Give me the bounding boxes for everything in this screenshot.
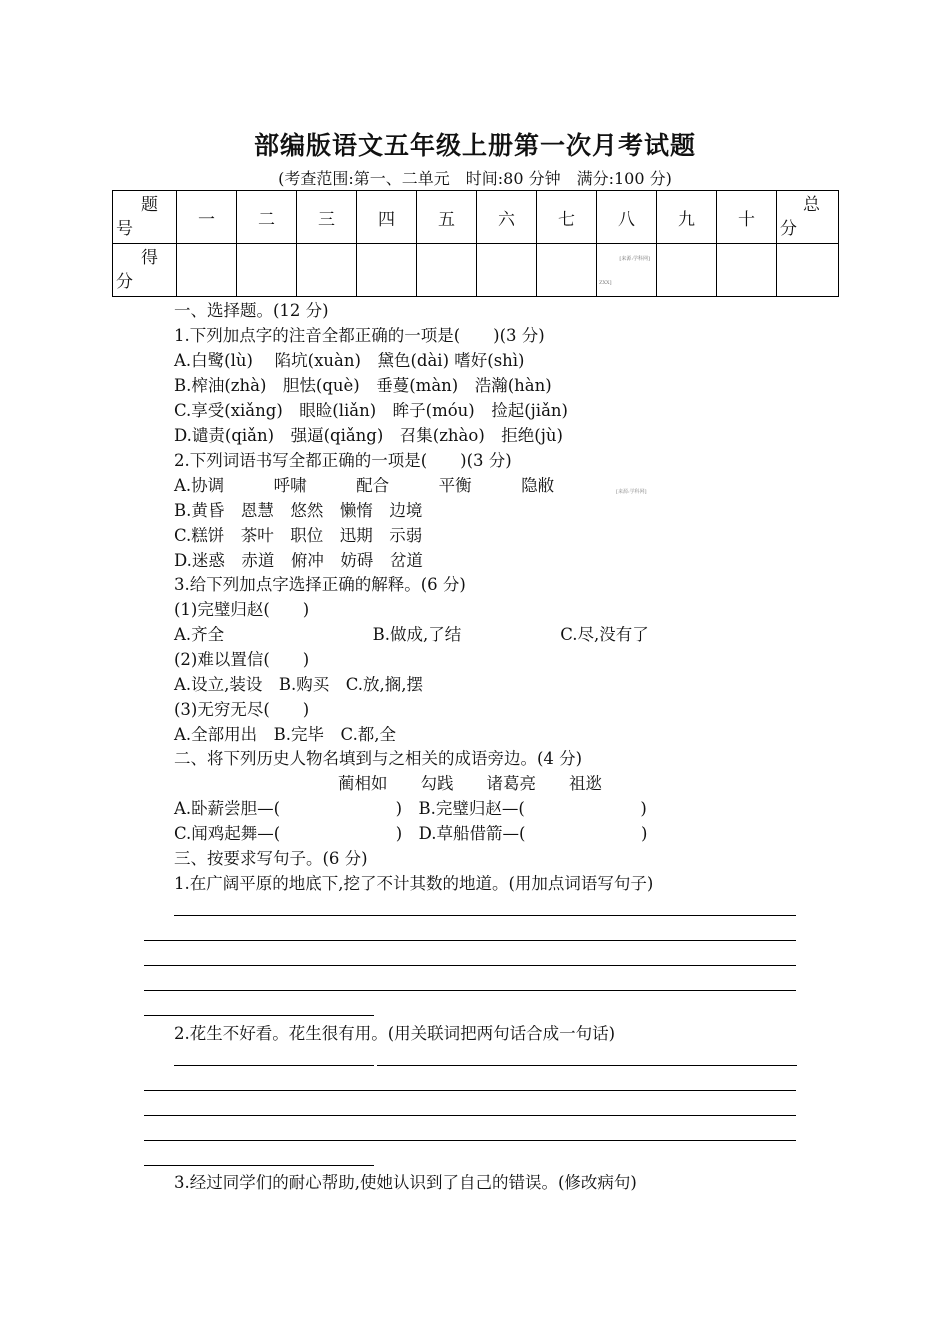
score-cell[interactable] bbox=[717, 244, 777, 297]
question-text: 2.下列词语书写全都正确的一项是( )(3 分) bbox=[174, 451, 512, 470]
source-mark: [来源:学科网] bbox=[619, 255, 650, 262]
question-text: 1.下列加点字的注音全都正确的一项是( )(3 分) bbox=[174, 326, 545, 345]
question-text: 3.给下列加点字选择正确的解释。(6 分) bbox=[174, 575, 466, 594]
answer-line[interactable] bbox=[144, 1140, 796, 1141]
section-heading: 三、按要求写句子。(6 分) bbox=[174, 849, 368, 868]
answer-line[interactable] bbox=[174, 1065, 374, 1066]
answer-line[interactable] bbox=[144, 1090, 796, 1091]
answer-line[interactable] bbox=[377, 1065, 797, 1066]
score-table-score-row bbox=[113, 244, 839, 297]
score-cell-label: 得 分 bbox=[113, 244, 177, 297]
option-text: A.全部用出 B.完毕 C.都,全 bbox=[174, 725, 397, 744]
fill-in-row: A.卧薪尝胆—( ) B.完璧归赵—( ) bbox=[174, 799, 647, 818]
source-mark: [来源:学科网] bbox=[616, 489, 647, 495]
score-cell[interactable] bbox=[477, 244, 537, 297]
option-text: B.榨油(zhà) 胆怯(què) 垂蔓(màn) 浩瀚(hàn) bbox=[174, 376, 552, 395]
option-text: D.迷惑 赤道 俯冲 妨碍 岔道 bbox=[174, 551, 423, 570]
score-cell[interactable] bbox=[537, 244, 597, 297]
header-cell: 六 bbox=[477, 191, 537, 244]
name-bank: 蔺相如 勾践 诸葛亮 祖逖 bbox=[338, 774, 602, 793]
fill-in-row: C.闻鸡起舞—( ) D.草船借箭—( ) bbox=[174, 824, 648, 843]
section-heading: 一、选择题。(12 分) bbox=[174, 301, 329, 320]
section-heading: 二、将下列历史人物名填到与之相关的成语旁边。(4 分) bbox=[174, 749, 583, 768]
score-cell[interactable] bbox=[297, 244, 357, 297]
answer-line[interactable] bbox=[144, 965, 796, 966]
option-text: C.享受(xiǎng) 眼睑(liǎn) 眸子(móu) 捡起(jiǎn) bbox=[174, 401, 568, 420]
score-cell[interactable] bbox=[777, 244, 839, 297]
header-cell: 五 bbox=[417, 191, 477, 244]
header-cell-label: 题 号 bbox=[113, 191, 177, 244]
score-cell[interactable] bbox=[177, 244, 237, 297]
score-cell[interactable] bbox=[657, 244, 717, 297]
answer-line[interactable] bbox=[174, 915, 796, 916]
answer-line[interactable] bbox=[144, 1115, 796, 1116]
answer-line[interactable] bbox=[144, 1015, 374, 1016]
header-cell: 四 bbox=[357, 191, 417, 244]
option-text: A.协调 呼啸 配合 平衡 隐敝 bbox=[174, 476, 555, 495]
sub-question-text: (2)难以置信( ) bbox=[174, 650, 310, 669]
header-cell: 十 bbox=[717, 191, 777, 244]
option-text: A.白鹭(lù) 陷坑(xuàn) 黛色(dài) 嗜好(shì) bbox=[174, 351, 525, 370]
header-cell: 七 bbox=[537, 191, 597, 244]
answer-line[interactable] bbox=[144, 990, 796, 991]
option-text: C.糕饼 茶叶 职位 迅期 示弱 bbox=[174, 526, 423, 545]
header-cell: 三 bbox=[297, 191, 357, 244]
answer-line[interactable] bbox=[144, 1165, 374, 1166]
question-text: 2.花生不好看。花生很有用。(用关联词把两句话合成一句话) bbox=[174, 1024, 616, 1043]
header-cell: 八 bbox=[597, 191, 657, 244]
sub-question-text: (1)完璧归赵( ) bbox=[174, 600, 310, 619]
header-cell: 二 bbox=[237, 191, 297, 244]
exam-subtitle: (考查范围:第一、二单元 时间:80 分钟 满分:100 分) bbox=[278, 169, 672, 188]
score-cell[interactable] bbox=[597, 244, 657, 297]
question-text: 3.经过同学们的耐心帮助,使她认识到了自己的错误。(修改病句) bbox=[174, 1173, 637, 1192]
score-cell[interactable] bbox=[357, 244, 417, 297]
header-cell-total: 总 分 bbox=[777, 191, 839, 244]
option-text: A.齐全 B.做成,了结 C.尽,没有了 bbox=[174, 625, 649, 644]
answer-line[interactable] bbox=[144, 940, 796, 941]
score-cell[interactable] bbox=[417, 244, 477, 297]
page-title: 部编版语文五年级上册第一次月考试题 bbox=[253, 131, 696, 160]
option-text: D.谴责(qiǎn) 强逼(qiǎng) 召集(zhào) 拒绝(jù) bbox=[174, 426, 563, 445]
question-text: 1.在广阔平原的地底下,挖了不计其数的地道。(用加点词语写句子) bbox=[174, 874, 654, 893]
option-text: A.设立,装设 B.购买 C.放,搁,摆 bbox=[174, 675, 424, 694]
header-cell: 九 bbox=[657, 191, 717, 244]
score-cell[interactable] bbox=[237, 244, 297, 297]
source-mark: ZXX] bbox=[599, 279, 612, 286]
option-text: B.黄昏 恩慧 悠然 懒惰 边境 bbox=[174, 501, 423, 520]
sub-question-text: (3)无穷无尽( ) bbox=[174, 700, 310, 719]
score-table-header-row bbox=[113, 191, 839, 244]
header-cell: 一 bbox=[177, 191, 237, 244]
score-table bbox=[112, 190, 839, 297]
